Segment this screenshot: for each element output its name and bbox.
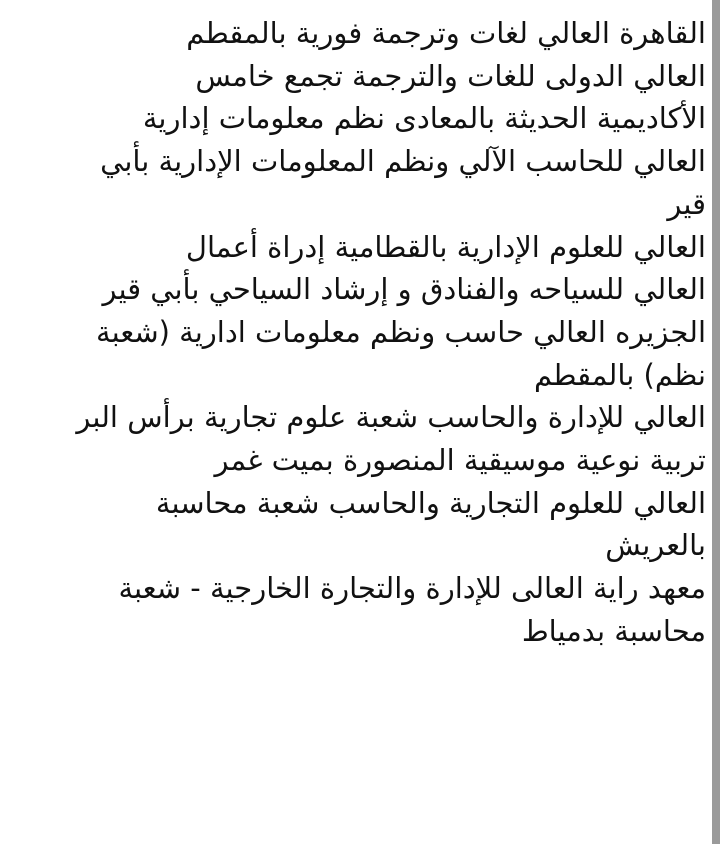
text-line: الأكاديمية الحديثة بالمعادى نظم معلومات إدارية <box>142 101 706 136</box>
list-item <box>6 311 706 396</box>
text-line: الجزيره العالي حاسب ونظم معلومات ادارية (شعبة <box>96 314 706 349</box>
list-item <box>6 567 706 652</box>
list-item <box>6 268 706 311</box>
text-line: العالي للحاسب الآلي ونظم المعلومات الإدارية بأبي <box>100 144 706 179</box>
text-line: العالي الدولى للغات والترجمة تجمع خامس <box>195 58 706 93</box>
list-item <box>6 482 706 567</box>
text-line: العالي للسياحه والفنادق و إرشاد السياحي بأبي قير <box>102 272 706 307</box>
text-line: نظم) بالمقطم <box>534 357 706 392</box>
text-line: العالي للإدارة والحاسب شعبة علوم تجارية برأس البر <box>76 400 706 435</box>
text-line: القاهرة العالي لغات وترجمة فورية بالمقطم <box>186 16 706 50</box>
scrollbar[interactable] <box>712 0 720 844</box>
institute-list <box>6 12 706 653</box>
list-item <box>6 439 706 482</box>
text-line: العالي للعلوم التجارية والحاسب شعبة محاسبة <box>155 485 706 520</box>
list-item <box>6 12 706 55</box>
list-item <box>6 55 706 98</box>
text-line: تربية نوعية موسيقية المنصورة بميت غمر <box>214 443 706 478</box>
text-line: قير <box>667 186 706 221</box>
text-line: محاسبة بدمياط <box>521 613 706 648</box>
text-line: بالعريش <box>605 528 706 563</box>
list-item <box>6 97 706 140</box>
text-line: معهد راية العالى للإدارة والتجارة الخارجية - شعبة <box>118 571 706 606</box>
text-line: العالي للعلوم الإدارية بالقطامية إدراة أعمال <box>185 229 706 264</box>
list-item <box>6 396 706 439</box>
list-item <box>6 226 706 269</box>
list-item <box>6 140 706 225</box>
